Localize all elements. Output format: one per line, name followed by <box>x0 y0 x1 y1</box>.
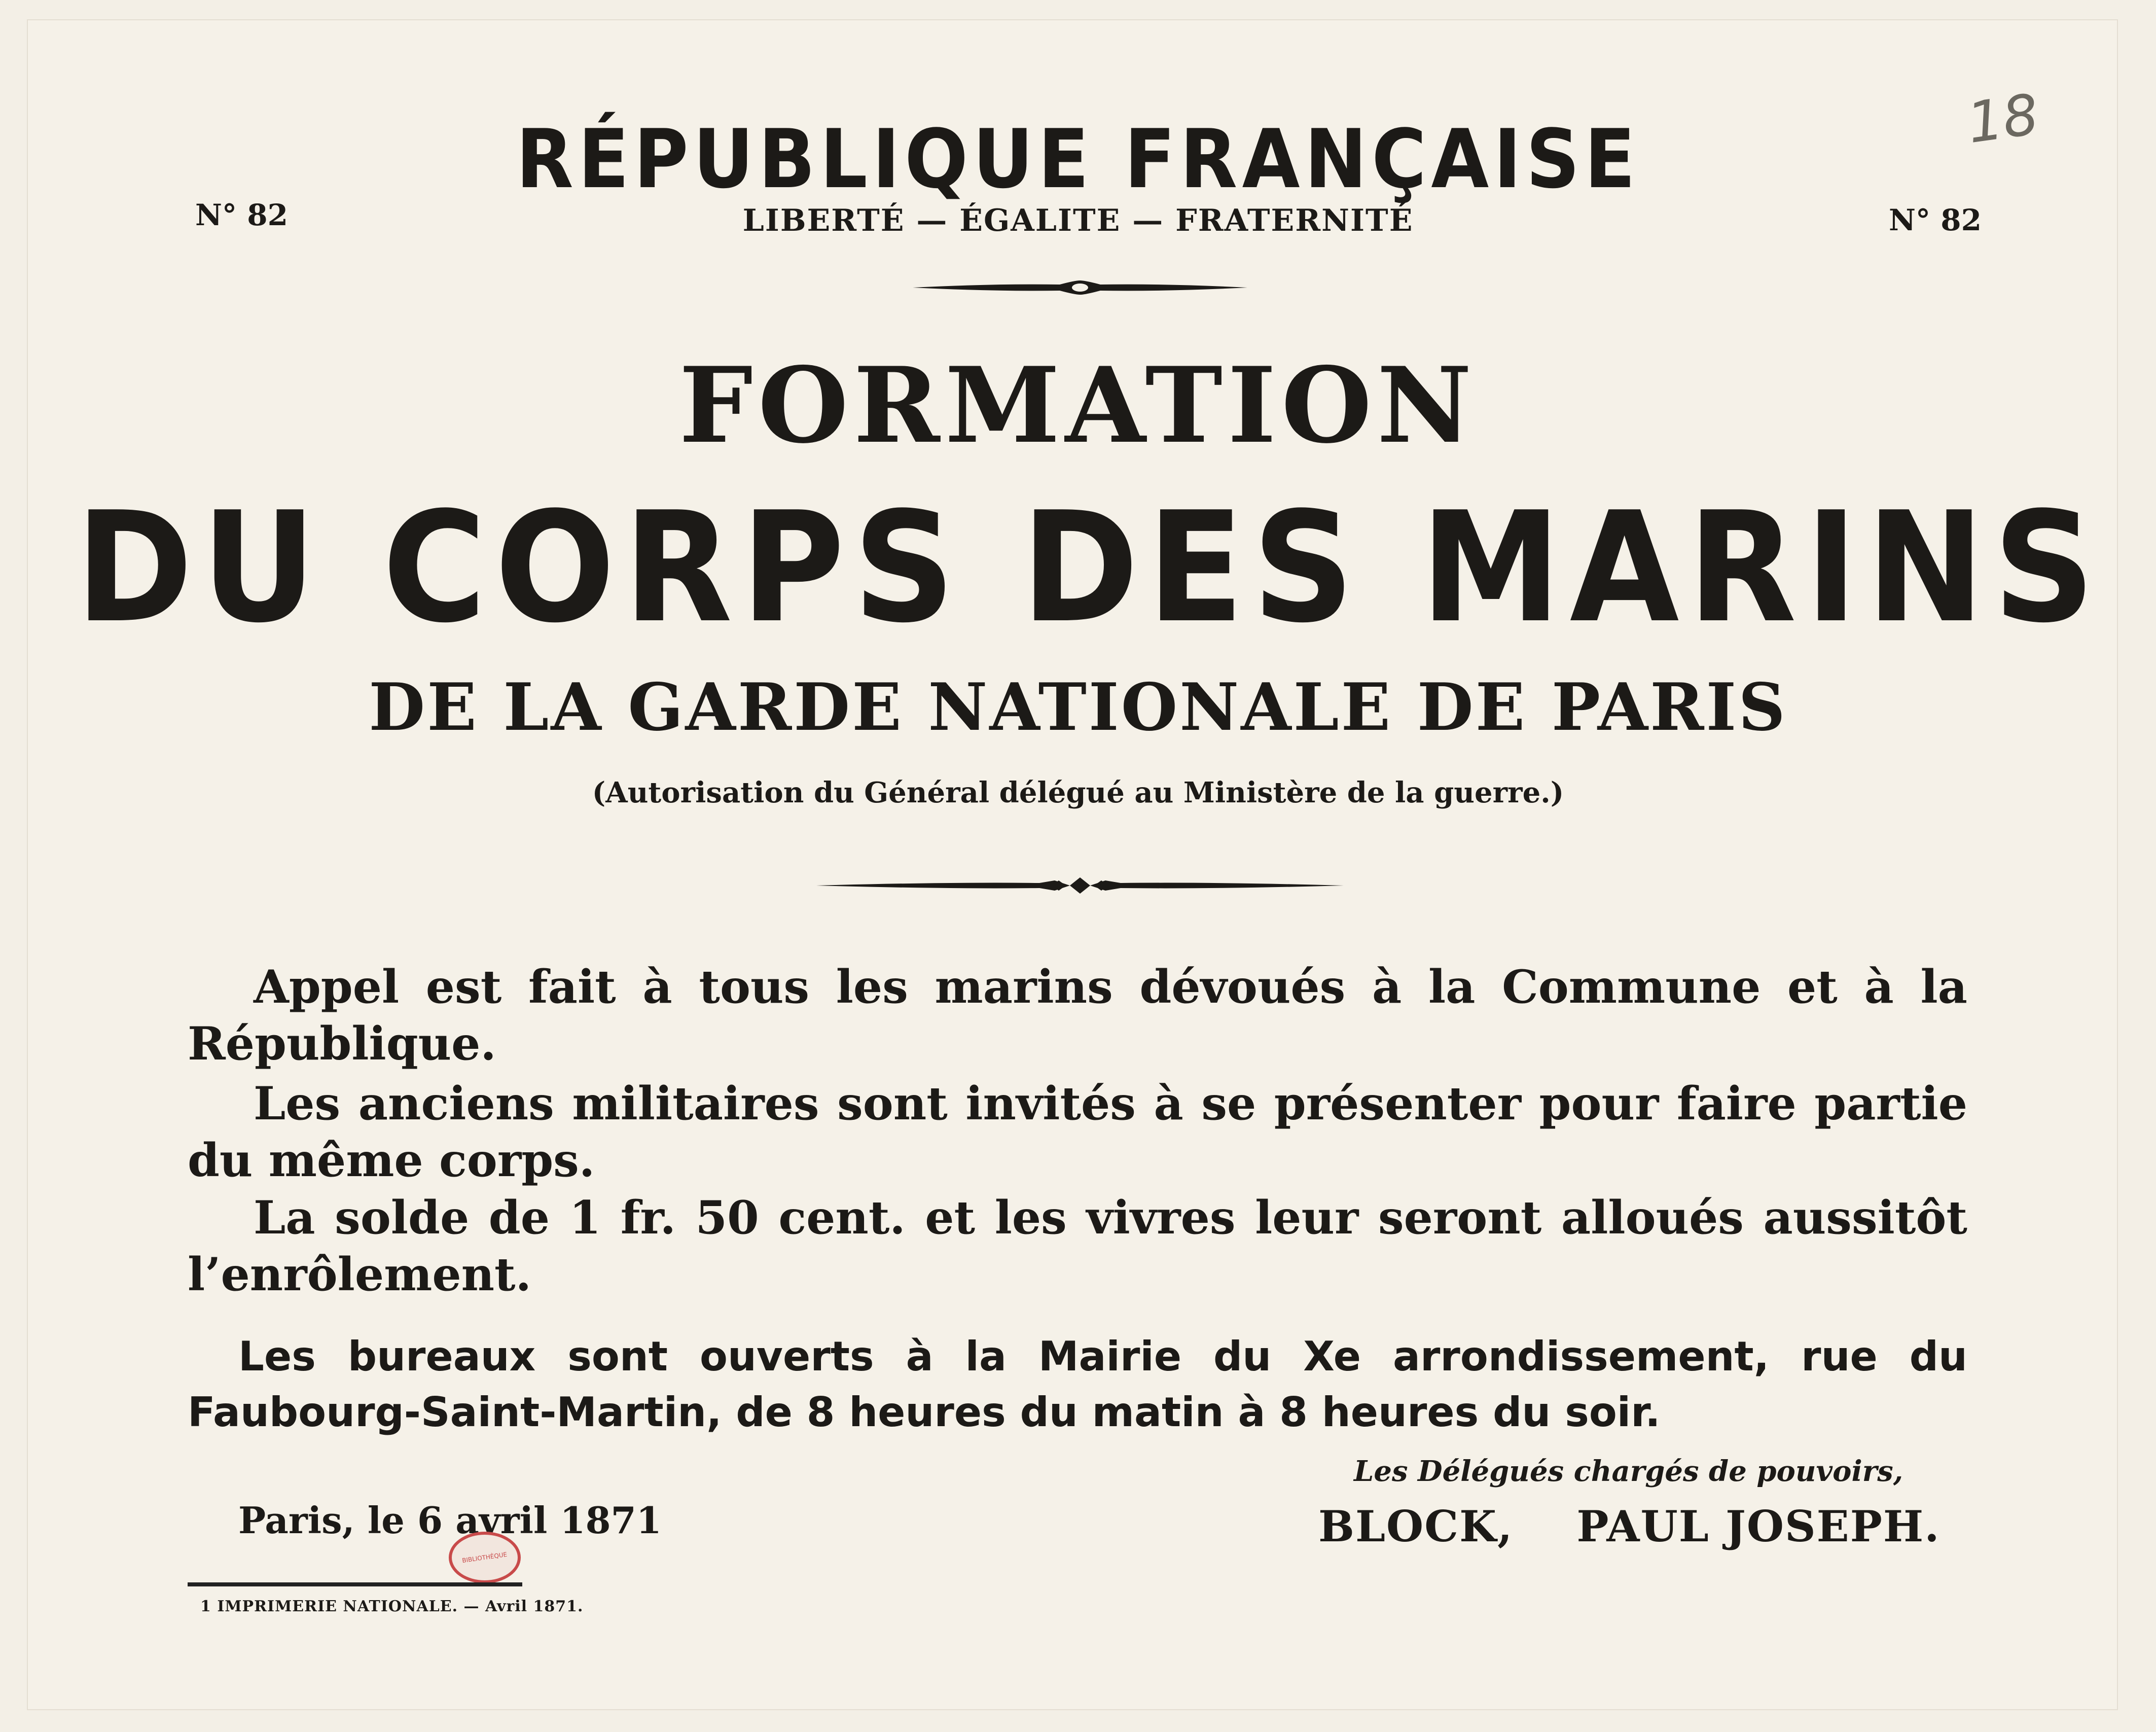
headline-garde-nationale: DE LA GARDE NATIONALE DE PARIS <box>369 669 1787 746</box>
library-stamp-text: BIBLIOTHÈQUE <box>461 1550 508 1565</box>
body-paragraph-4 <box>188 1329 1967 1440</box>
date-place: Paris, le 6 avril 1871 <box>238 1499 662 1542</box>
ornament-divider-top <box>913 276 1247 299</box>
motto: LIBERTÉ — ÉGALITE — FRATERNITÉ <box>742 203 1414 238</box>
poster-number-left: N° 82 <box>195 198 288 232</box>
printer-imprint: 1 IMPRIMERIE NATIONALE. — Avril 1871. <box>200 1598 584 1615</box>
republic-title: RÉPUBLIQUE FRANÇAISE <box>516 112 1640 206</box>
library-stamp <box>449 1532 521 1583</box>
authorization-note: (Autorisation du Général délégué au Ministère de la guerre.) <box>592 776 1564 809</box>
body-paragraph-1 <box>188 959 1967 1072</box>
body-paragraph-3 <box>188 1189 1967 1303</box>
handwritten-number: 18 <box>1963 81 2043 156</box>
body-paragraph-4-text: Les bureaux sont ouverts à la Mairie du Xe arrondissement, rue du Faubourg-Saint-Martin, de 8 heures du matin à 8 heures du soir. <box>188 1333 1967 1436</box>
body-paragraph-2-text: Les anciens militaires sont invités à se présenter pour faire partie du même corps. <box>188 1077 1967 1187</box>
body-paragraph-3-text: La solde de 1 fr. 50 cent. et les vivres leur seront alloués aussitôt l’enrôlement. <box>188 1191 1967 1301</box>
headline-formation: FORMATION <box>679 345 1477 467</box>
signatories: BLOCK, PAUL JOSEPH. <box>1318 1501 1941 1551</box>
footer-rule <box>188 1582 522 1586</box>
poster-number-right: N° 82 <box>1889 203 1982 237</box>
delegates-label: Les Délégués chargés de pouvoirs, <box>1354 1455 1903 1488</box>
body-paragraph-2 <box>188 1075 1967 1189</box>
ornament-divider-middle <box>816 873 1344 898</box>
headline-corps-des-marins: DU CORPS DES MARINS <box>75 479 2104 656</box>
body-paragraph-1-text: Appel est fait à tous les marins dévoués à la Commune et à la République. <box>188 960 1967 1071</box>
